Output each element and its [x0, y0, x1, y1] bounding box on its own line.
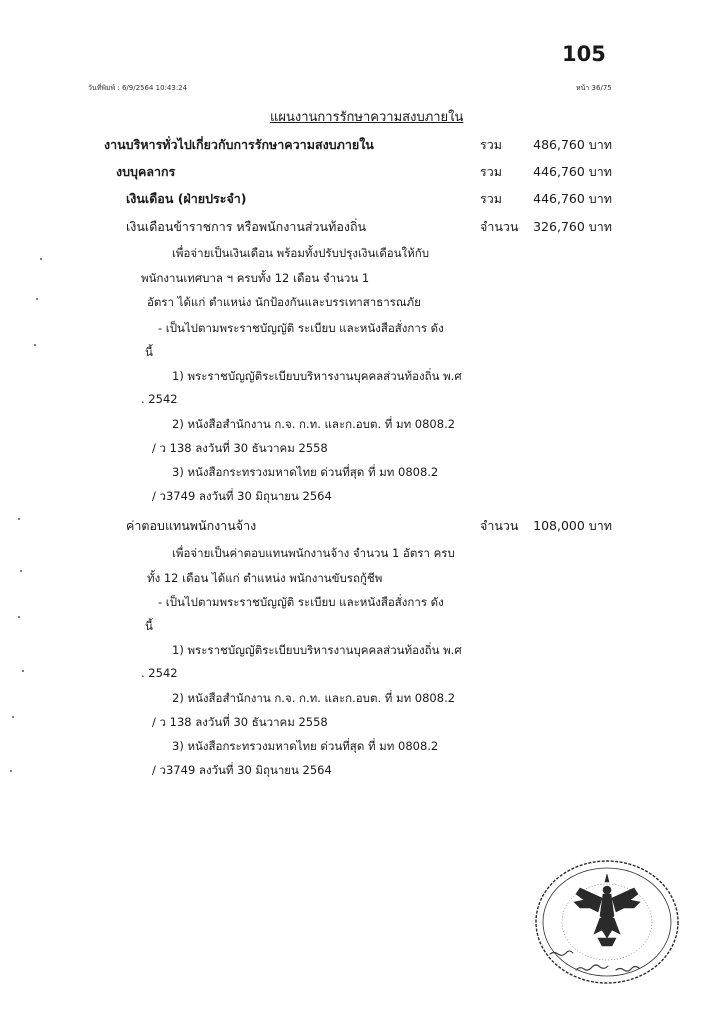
row-type-personnel: รวม [480, 164, 502, 179]
row-type-salary: รวม [480, 191, 502, 206]
section1-line: / ว3749 ลงวันที่ 30 มิถุนายน 2564 [152, 489, 332, 503]
section1-line: 1) พระราชบัญญัติระเบียบบริหารงานบุคคลส่วนท้องถิ่น พ.ศ [172, 369, 462, 383]
section1-line: - เป็นไปตามพระราชบัญญัติ ระเบียบ และหนังสือสั่งการ ดัง [158, 321, 444, 335]
row-type-admin: รวม [480, 137, 502, 152]
row-label-official-salary: เงินเดือนข้าราชการ หรือพนักงานส่วนท้องถิ่น [126, 219, 367, 234]
garuda-emblem-icon [574, 874, 640, 946]
row-amount-employee-pay: 108,000 บาท [533, 518, 612, 533]
row-type-employee-pay: จำนวน [480, 518, 519, 533]
section2-line: 1) พระราชบัญญัติระเบียบบริหารงานบุคคลส่วนท้องถิ่น พ.ศ [172, 643, 462, 657]
section2-line: / ว3749 ลงวันที่ 30 มิถุนายน 2564 [152, 763, 332, 777]
page-info: หน้า 36/75 [576, 84, 612, 92]
section2-line: / ว 138 ลงวันที่ 30 ธันวาคม 2558 [152, 715, 328, 729]
section1-line: . 2542 [141, 392, 178, 406]
section1-line: อัตรา ได้แก่ ตำแหน่ง นักป้องกันและบรรเทาสาธารณภัย [147, 295, 421, 309]
section1-line: เพื่อจ่ายเป็นเงินเดือน พร้อมทั้งปรับปรุงเงินเดือนให้กับ [172, 246, 430, 260]
section1-line: 2) หนังสือสำนักงาน ก.จ. ก.ท. และก.อบต. ที่ มท 0808.2 [172, 417, 456, 431]
scan-speck [34, 344, 36, 346]
scan-speck [18, 616, 20, 618]
scan-speck [18, 518, 20, 520]
section2-line: ทั้ง 12 เดือน ได้แก่ ตำแหน่ง พนักงานขับรถกู้ชีพ [147, 571, 383, 585]
print-date: วันที่พิมพ์ : 6/9/2564 10:43:24 [88, 84, 188, 92]
scan-speck [36, 298, 38, 300]
row-amount-personnel: 446,760 บาท [533, 164, 612, 179]
section1-line: / ว 138 ลงวันที่ 30 ธันวาคม 2558 [152, 441, 328, 455]
scan-speck [20, 570, 22, 572]
scan-speck [40, 258, 42, 260]
row-label-salary: เงินเดือน (ฝ่ายประจำ) [126, 191, 247, 206]
section2-line: เพื่อจ่ายเป็นค่าตอบแทนพนักงานจ้าง จำนวน 1 อัตรา ครบ [172, 546, 455, 560]
scan-speck [12, 716, 14, 718]
row-label-admin: งานบริหารทั่วไปเกี่ยวกับการรักษาความสงบภายใน [104, 137, 374, 152]
page-number: 105 [562, 42, 606, 66]
section2-line: 3) หนังสือกระทรวงมหาดไทย ด่วนที่สุด ที่ มท 0808.2 [172, 739, 439, 753]
section1-line: พนักงานเทศบาล ฯ ครบทั้ง 12 เดือน จำนวน 1 [141, 271, 370, 285]
section1-line: นี้ [145, 345, 153, 359]
document-title: แผนงานการรักษาความสงบภายใน [270, 110, 464, 125]
section2-line: - เป็นไปตามพระราชบัญญัติ ระเบียบ และหนังสือสั่งการ ดัง [158, 595, 444, 609]
section2-line: . 2542 [141, 666, 178, 680]
row-amount-salary: 446,760 บาท [533, 191, 612, 206]
row-label-personnel: งบบุคลากร [116, 164, 176, 179]
official-seal-stamp [532, 858, 682, 986]
section2-line: 2) หนังสือสำนักงาน ก.จ. ก.ท. และก.อบต. ที่ มท 0808.2 [172, 691, 456, 705]
row-label-employee-pay: ค่าตอบแทนพนักงานจ้าง [126, 518, 257, 533]
section2-line: นี้ [145, 619, 153, 633]
scan-speck [10, 770, 12, 772]
section1-line: 3) หนังสือกระทรวงมหาดไทย ด่วนที่สุด ที่ มท 0808.2 [172, 465, 439, 479]
row-amount-official-salary: 326,760 บาท [533, 219, 612, 234]
row-amount-admin: 486,760 บาท [533, 137, 612, 152]
row-type-official-salary: จำนวน [480, 219, 519, 234]
scan-speck [22, 670, 24, 672]
